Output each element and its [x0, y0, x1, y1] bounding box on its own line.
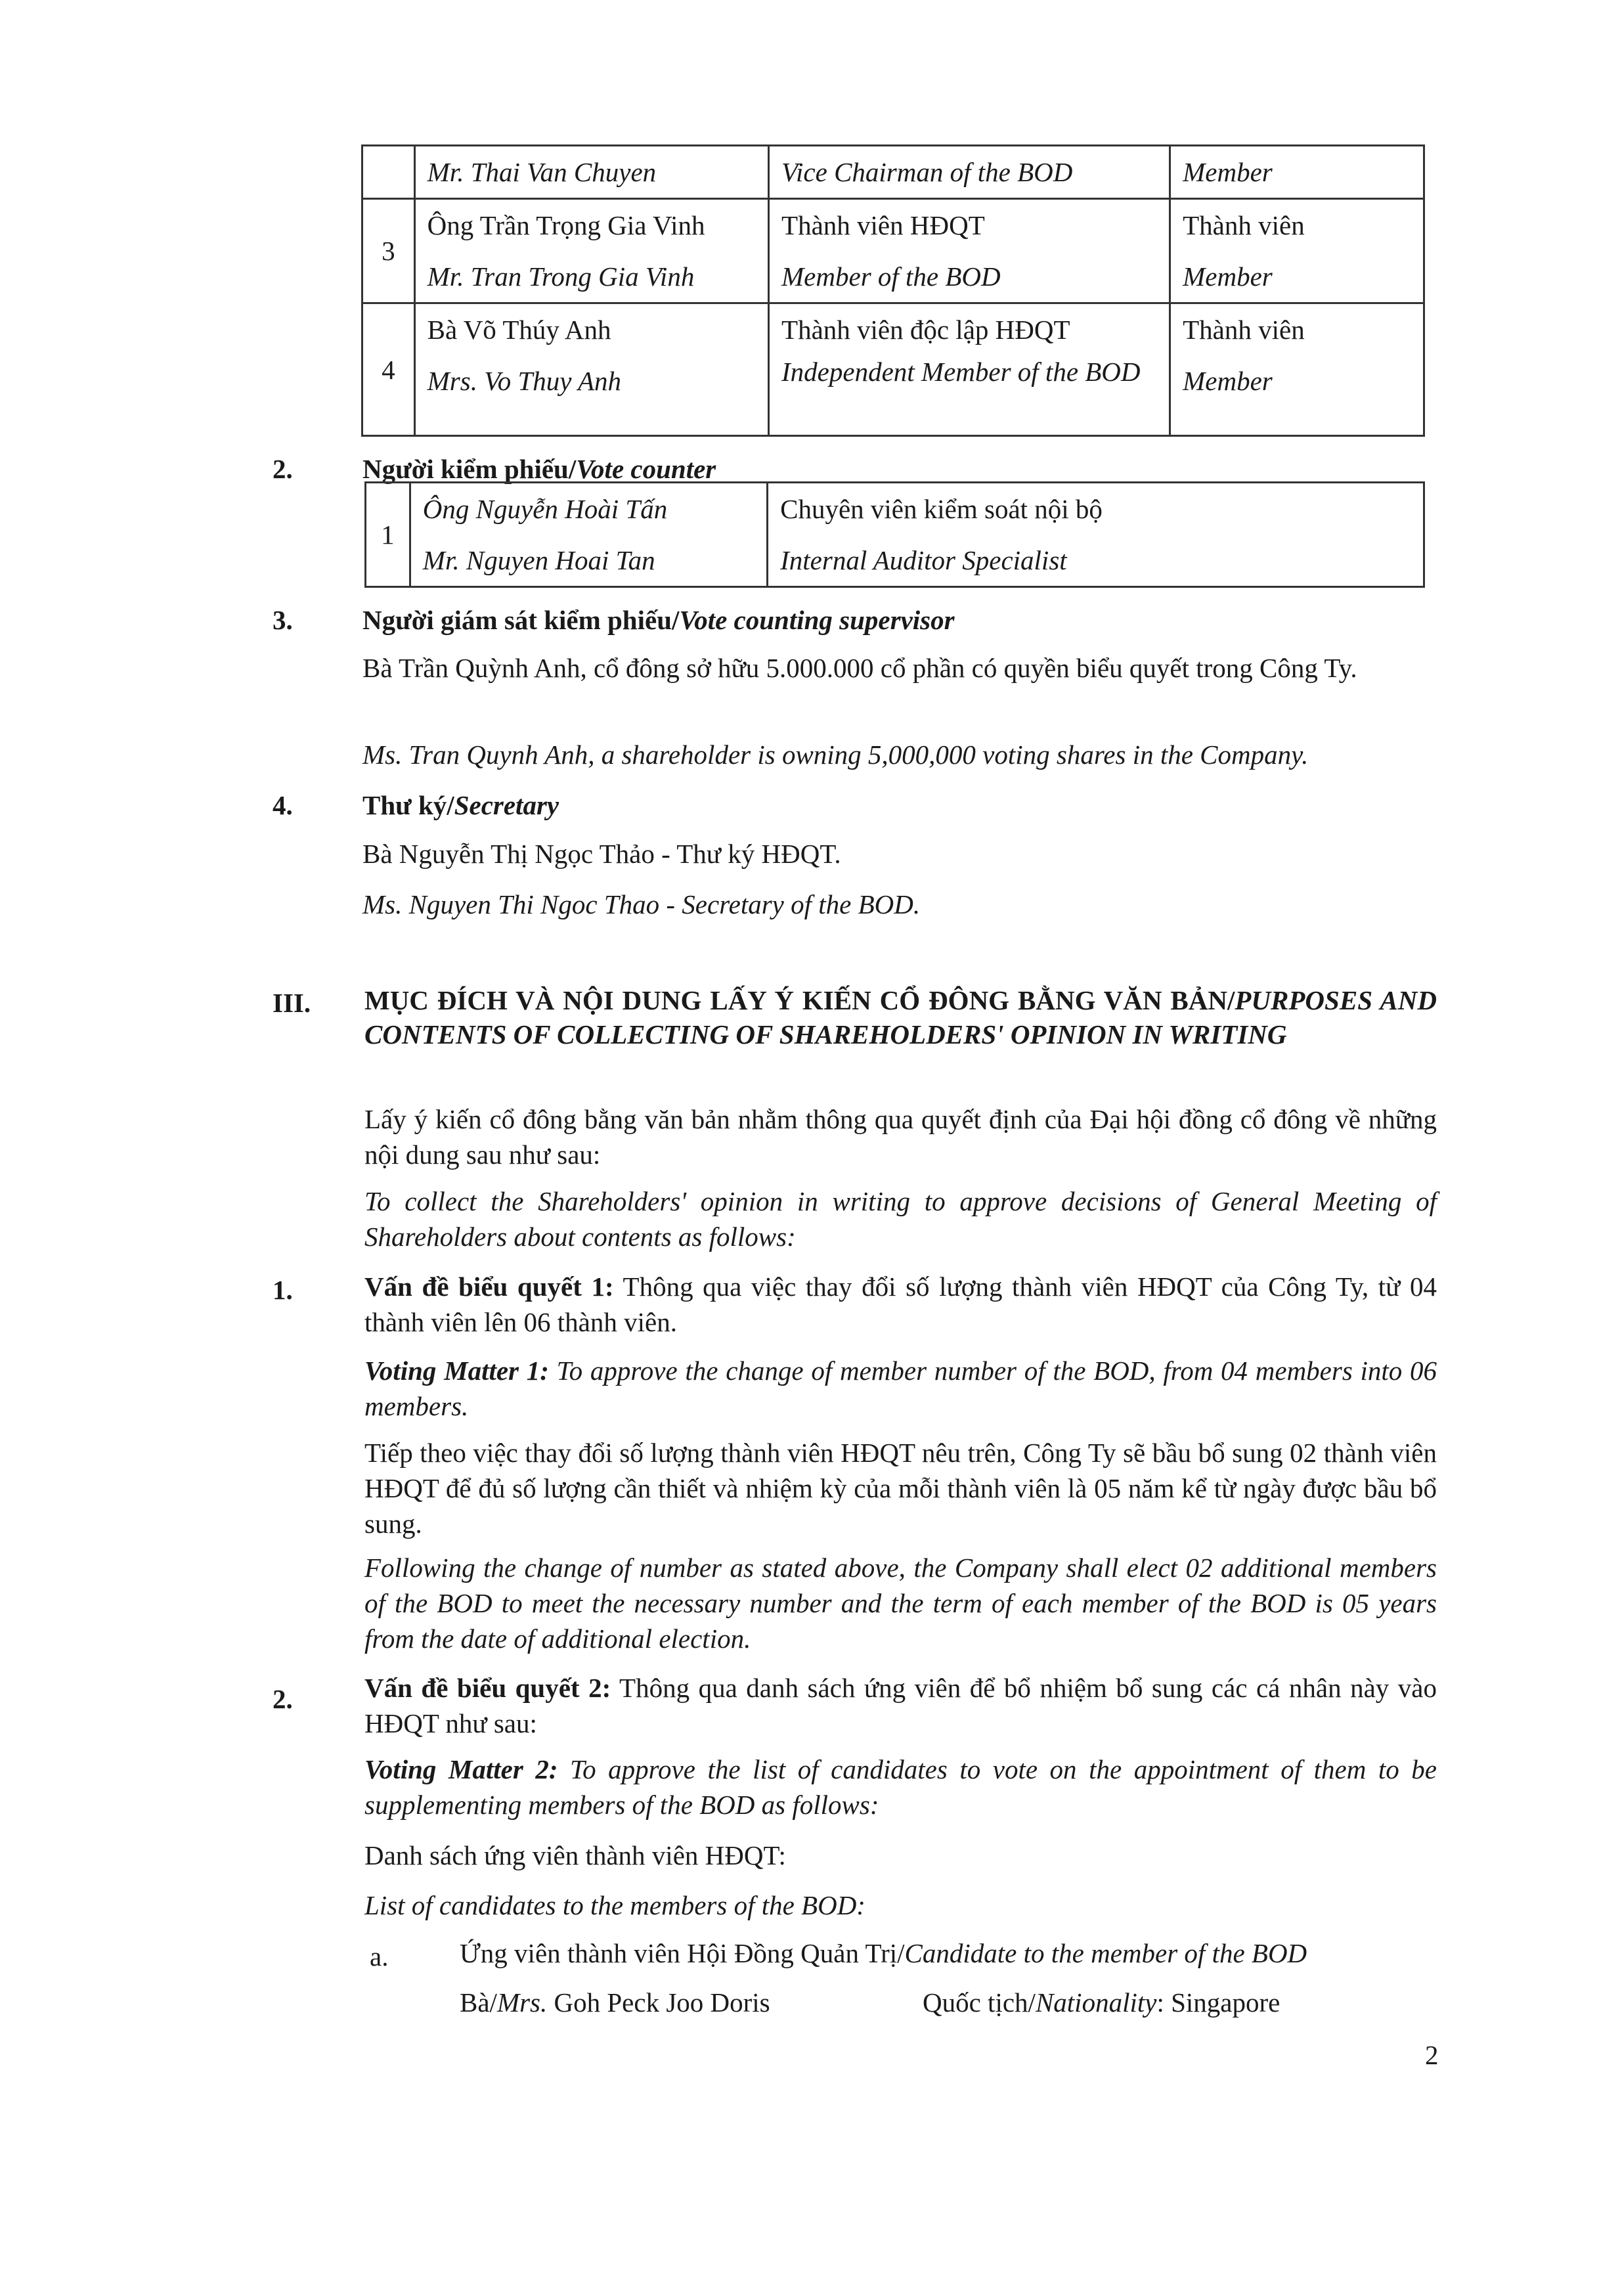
- table-row: [362, 199, 1424, 303]
- candidate-list-vi: Danh sách ứng viên thành viên HĐQT:: [364, 1840, 786, 1870]
- member-name-vi: Bà Võ Thúy Anh: [427, 315, 611, 345]
- section-3-heading-en: Vote counting supervisor: [679, 605, 955, 635]
- section-2-heading-en: Vote counter: [576, 454, 716, 484]
- counter-title-vi: Chuyên viên kiểm soát nội bộ: [780, 494, 1103, 524]
- voting-matter-2-label-vi: Vấn đề biểu quyết 2:: [364, 1673, 611, 1703]
- supervisor-text-en: Ms. Tran Quynh Anh, a shareholder is owning 5,000,000 voting shares in the Company.: [362, 740, 1309, 770]
- sub-item-a-letter: a.: [370, 1941, 389, 1972]
- counter-title-en: Internal Auditor Specialist: [780, 545, 1067, 575]
- table-row: [366, 483, 1424, 587]
- member-name-vi: Ông Trần Trọng Gia Vinh: [427, 210, 705, 240]
- member-title-en: Member of the BOD: [781, 261, 1001, 292]
- nationality-label-en: Nationality: [1035, 1987, 1157, 2018]
- member-title-vi: Thành viên độc lập HĐQT: [781, 315, 1070, 345]
- voting-matter-1-label-vi: Vấn đề biểu quyết 1:: [364, 1271, 614, 1302]
- section-4-heading: [362, 789, 559, 821]
- item-2-number: 2.: [273, 1684, 293, 1714]
- salutation-vi: Bà/: [460, 1987, 497, 2018]
- section-2-heading: [362, 453, 716, 485]
- secretary-text-en: Ms. Nguyen Thi Ngoc Thao - Secretary of the BOD.: [362, 889, 921, 919]
- section-2-number: 2.: [273, 454, 293, 484]
- members-table: [361, 144, 1425, 437]
- part-3-intro-vi: Lấy ý kiến cổ đông bằng văn bản nhằm thông qua quyết định của Đại hội đồng cổ đông về những nội dung sau như sau:: [364, 1104, 1437, 1170]
- row-number: 3: [382, 236, 395, 266]
- item-2-text-en: [364, 1752, 1437, 1822]
- candidate-heading: [460, 1937, 1307, 1969]
- counter-name-vi: Ông Nguyễn Hoài Tấn: [422, 494, 668, 524]
- nationality-label-vi: Quốc tịch/: [923, 1987, 1036, 2018]
- item-1-text-en: [364, 1353, 1437, 1424]
- nationality-value: Singapore: [1171, 1987, 1281, 2018]
- member-role-en: Member: [1183, 157, 1273, 187]
- table-row: [362, 146, 1424, 199]
- voting-matter-1-text-vi: Thông qua việc thay đổi số lượng thành viên HĐQT của Công Ty, từ 04 thành viên lên 06 thành viên.: [364, 1271, 1437, 1337]
- member-title-en: Independent Member of the BOD: [781, 357, 1141, 387]
- section-4-heading-vi: Thư ký/: [362, 790, 454, 820]
- candidate-list-en: List of candidates to the members of the BOD:: [364, 1890, 865, 1920]
- part-3-number: III.: [273, 988, 311, 1018]
- item-2-text-vi: [364, 1670, 1437, 1741]
- candidate-name: [460, 1987, 770, 2018]
- member-role-vi: Thành viên: [1183, 210, 1305, 240]
- part-3-heading-en: PURPOSES AND CONTENTS OF COLLECTING OF SHAREHOLDERS' OPINION IN WRITING: [364, 985, 1437, 1049]
- supervisor-text-vi: Bà Trần Quỳnh Anh, cổ đông sở hữu 5.000.000 cổ phần có quyền biểu quyết trong Công Ty.: [362, 653, 1357, 683]
- voting-matter-2-text-en: To approve the list of candidates to vote on the appointment of them to be supplementing members of the BOD as follows:: [364, 1754, 1437, 1820]
- candidate-name-value: Goh Peck Joo Doris: [554, 1987, 770, 2018]
- member-role-vi: Thành viên: [1183, 315, 1305, 345]
- member-title-en: Vice Chairman of the BOD: [781, 157, 1073, 187]
- part-3-heading-vi: MỤC ĐÍCH VÀ NỘI DUNG LẤY Ý KIẾN CỔ ĐÔNG BẰNG VĂN BẢN/: [364, 985, 1235, 1015]
- member-name-en: Mrs. Vo Thuy Anh: [427, 366, 622, 396]
- voting-matter-1-text-en: To approve the change of member number of the BOD, from 04 members into 06 members.: [364, 1356, 1437, 1421]
- candidate-heading-en: Candidate to the member of the BOD: [904, 1938, 1307, 1968]
- member-name-en: Mr. Tran Trong Gia Vinh: [427, 261, 695, 292]
- section-3-number: 3.: [273, 605, 293, 635]
- section-3-heading: [362, 604, 955, 636]
- part-3-heading: [364, 983, 1437, 1051]
- member-name-en: Mr. Thai Van Chuyen: [427, 157, 657, 187]
- section-2-heading-vi: Người kiểm phiếu/: [362, 454, 577, 484]
- item-1-follow-vi: Tiếp theo việc thay đổi số lượng thành viên HĐQT nêu trên, Công Ty sẽ bầu bổ sung 02 thành viên HĐQT để đủ số lượng cần thiết và nhiệm kỳ của mỗi thành viên là 05 năm kể từ ngày được bầu bổ sung.: [364, 1438, 1437, 1539]
- member-role-en: Member: [1183, 366, 1273, 396]
- voting-matter-2-label-en: Voting Matter 2:: [364, 1754, 558, 1784]
- item-1-follow-en: Following the change of number as stated above, the Company shall elect 02 additional members of the BOD to meet the necessary number and the term of each member of the BOD is 05 years from the date of additional election.: [364, 1553, 1437, 1654]
- section-3-heading-vi: Người giám sát kiểm phiếu/: [362, 605, 680, 635]
- item-1-number: 1.: [273, 1275, 293, 1305]
- table-row: [362, 303, 1424, 436]
- counter-name-en: Mr. Nguyen Hoai Tan: [422, 545, 655, 575]
- salutation-en: Mrs.: [496, 1987, 548, 2018]
- candidate-nationality: Quốc tịch/Nationality: Singapore: [923, 1987, 1281, 2018]
- voting-matter-2-text-vi: Thông qua danh sách ứng viên để bổ nhiệm bổ sung các cá nhân này vào HĐQT như sau:: [364, 1673, 1437, 1738]
- member-role-en: Member: [1183, 261, 1273, 292]
- member-title-vi: Thành viên HĐQT: [781, 210, 985, 240]
- page-number: 2: [1425, 2040, 1439, 2070]
- section-4-number: 4.: [273, 790, 293, 820]
- part-3-intro-en: To collect the Shareholders' opinion in writing to approve decisions of General Meeting of Shareholders about contents as follows:: [364, 1186, 1437, 1252]
- item-1-text-vi: [364, 1269, 1437, 1340]
- secretary-text-vi: Bà Nguyễn Thị Ngọc Thảo - Thư ký HĐQT.: [362, 839, 841, 869]
- row-number: 4: [382, 354, 395, 385]
- vote-counter-table: [364, 481, 1425, 588]
- voting-matter-1-label-en: Voting Matter 1:: [364, 1356, 549, 1386]
- section-4-heading-en: Secretary: [454, 790, 559, 820]
- row-number: 1: [381, 519, 395, 550]
- candidate-heading-vi: Ứng viên thành viên Hội Đồng Quản Trị/: [460, 1938, 905, 1968]
